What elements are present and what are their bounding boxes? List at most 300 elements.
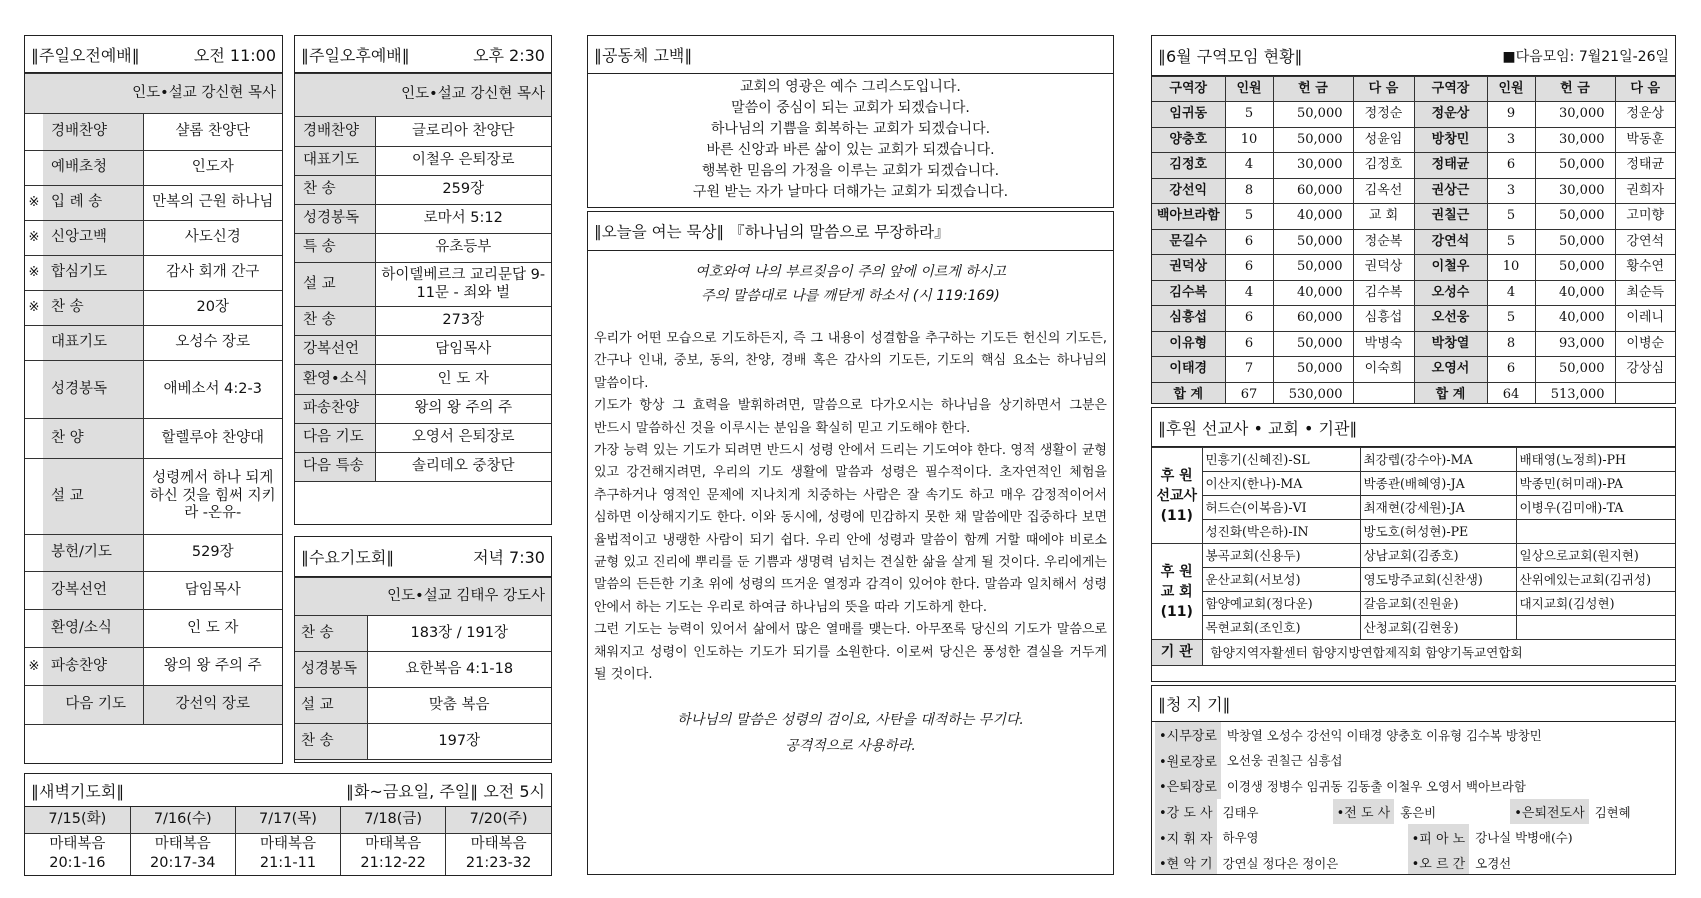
morning-row-value: 담임목사 xyxy=(143,572,282,610)
meditation-header xyxy=(588,212,1113,251)
morning-row-value: 애베소서 4:2-3 xyxy=(143,361,282,419)
church-row xyxy=(1152,616,1675,640)
church-item: 상남교회(김종호) xyxy=(1360,544,1516,568)
district-cell: 심흥섭 xyxy=(1353,306,1414,332)
morning-row xyxy=(25,572,282,610)
mission-box xyxy=(1151,407,1676,682)
district-cell: 정정순 xyxy=(1353,102,1414,128)
district-cell: 93,000 xyxy=(1535,331,1615,357)
dawn-verse: 20:17-34 xyxy=(150,855,216,871)
dawn-passage xyxy=(235,833,340,875)
afternoon-row-value: 로마서 5:12 xyxy=(375,205,551,234)
district-cell: 50,000 xyxy=(1273,127,1353,153)
dawn-prayer-header xyxy=(25,774,551,807)
district-cell: 황수연 xyxy=(1615,255,1675,281)
district-cell: 최순득 xyxy=(1615,280,1675,306)
missionary-row xyxy=(1152,472,1675,496)
officer-key: •현 악 기 xyxy=(1155,850,1217,875)
missionary-item: 박종관(배혜영)-JA xyxy=(1360,472,1516,496)
district-leader: 강연석 xyxy=(1414,229,1487,255)
district-meeting-header xyxy=(1152,36,1675,76)
afternoon-row-label: 다음 기도 xyxy=(295,424,375,453)
afternoon-service-title: ∥주일오후예배∥ xyxy=(301,45,410,65)
confession-line: 행복한 믿음의 가정을 이루는 교회가 되겠습니다. xyxy=(701,163,1000,179)
afternoon-row-value: 글로리아 찬양단 xyxy=(375,117,551,147)
confession-box xyxy=(587,35,1114,208)
morning-row-label: 대표기도 xyxy=(43,326,143,361)
dawn-passage xyxy=(25,833,130,875)
church-item: 함양예교회(정다운) xyxy=(1202,592,1360,616)
missionary-item: 이병우(김미애)-TA xyxy=(1516,496,1675,520)
dawn-day: 7/15(화) xyxy=(25,807,130,833)
wednesday-row-value: 요한복음 4:1-18 xyxy=(367,652,551,688)
meditation-box xyxy=(587,211,1114,875)
officer-value: 김현혜 xyxy=(1594,804,1631,820)
morning-row xyxy=(25,419,282,459)
district-row xyxy=(1152,255,1675,281)
officer-key: •전 도 사 xyxy=(1333,799,1395,825)
afternoon-row xyxy=(295,263,551,307)
missionary-row xyxy=(1152,520,1675,544)
morning-row-value: 사도신경 xyxy=(143,221,282,256)
district-cell: 50,000 xyxy=(1273,255,1353,281)
morning-row xyxy=(25,326,282,361)
wednesday-row-label: 찬 송 xyxy=(295,724,367,760)
wednesday-prayer-title: ∥수요기도회∥ xyxy=(301,548,395,567)
district-cell: 40,000 xyxy=(1535,280,1615,306)
morning-row-value: 감사 회개 간구 xyxy=(143,256,282,291)
mission-title: ∥후원 선교사 • 교회 • 기관∥ xyxy=(1158,418,1358,438)
district-cell: 4 xyxy=(1225,280,1273,306)
afternoon-row xyxy=(295,117,551,147)
district-cell: 김수복 xyxy=(1353,280,1414,306)
district-cell: 5 xyxy=(1225,204,1273,230)
afternoon-row-value: 259장 xyxy=(375,176,551,205)
district-row xyxy=(1152,153,1675,179)
district-cell: 7 xyxy=(1225,357,1273,383)
dawn-book: 마태복음 xyxy=(259,836,316,852)
officer-row-staff-3 xyxy=(1152,850,1675,875)
meditation-paragraph: 가장 능력 있는 기도가 되려면 반드시 성령 안에서 드리는 기도여야 한다. 영적 생활이 균형 있고 강건해지려면, 우리의 기도 생활에 말씀과 성령은 필수적이다. 초자연적인 체험을 추구하거나 영적인 문제에 지나치게 치중하는 사람은 잘 속기도 하고 매우 감정적이어서 심하면 이상해지기도 한다. 이와 동시에, 성령에 민감하지 못한 채 말씀에만 집중하다 보면 율법적이고 냉랭한 사람이 되기 쉽다. 우리 안에 성령과 말씀이 함께 거할 때에야 비로소 균형 있고 진리에 뿌리를 둔 기쁨과 생명력 넘치는 견실한 삶을 살게 될 것이다. 우리에게는 말씀의 든든한 기초 위에 성령의 뜨거운 열정과 감격이 있어야 한다. 말씀과 일치해서 성령 안에서 하는 기도는 우리로 하여금 하나님의 뜻을 따라 기도하게 한다. xyxy=(594,443,1107,615)
morning-row-label: 찬 송 xyxy=(43,291,143,326)
district-cell: 10 xyxy=(1225,127,1273,153)
district-total-cell: 530,000 xyxy=(1273,382,1353,404)
wednesday-row-label: 찬 송 xyxy=(295,616,367,652)
district-total-label: 합 계 xyxy=(1414,382,1487,404)
morning-row-label: 환영/소식 xyxy=(43,610,143,648)
morning-row xyxy=(25,186,282,221)
wednesday-prayer-time: 저녁 7:30 xyxy=(473,548,545,567)
missionary-item: 이산지(한나)-MA xyxy=(1202,472,1360,496)
officer-row xyxy=(1152,722,1675,748)
district-cell: 3 xyxy=(1487,178,1535,204)
rubric-mark xyxy=(25,114,43,151)
afternoon-row-value: 273장 xyxy=(375,307,551,336)
dawn-day: 7/16(수) xyxy=(130,807,235,833)
missionary-item: 민흥기(신혜진)-SL xyxy=(1202,448,1360,472)
afternoon-row-label: 특 송 xyxy=(295,234,375,263)
missionary-label: 후 원 선교사 (11) xyxy=(1152,448,1202,544)
morning-row xyxy=(25,256,282,291)
district-column-header: 다 음 xyxy=(1615,77,1675,102)
district-column-header: 헌 금 xyxy=(1273,77,1353,102)
wednesday-row xyxy=(295,724,551,760)
district-cell: 30,000 xyxy=(1535,102,1615,128)
district-cell: 6 xyxy=(1487,153,1535,179)
officer-key: •지 휘 자 xyxy=(1155,824,1217,850)
district-leader: 강선익 xyxy=(1152,178,1225,204)
district-cell: 3 xyxy=(1487,127,1535,153)
afternoon-service-time: 오후 2:30 xyxy=(473,45,545,65)
officer-value: 오경선 xyxy=(1475,855,1512,871)
district-column-header: 헌 금 xyxy=(1535,77,1615,102)
district-row xyxy=(1152,306,1675,332)
morning-row-label: 설 교 xyxy=(43,459,143,535)
wednesday-row xyxy=(295,652,551,688)
district-cell: 8 xyxy=(1225,178,1273,204)
district-cell: 박병숙 xyxy=(1353,331,1414,357)
officer-key: •오 르 간 xyxy=(1408,850,1470,875)
morning-row-value: 인 도 자 xyxy=(143,610,282,648)
officer-row-staff-1 xyxy=(1152,799,1675,825)
church-item: 산위에있는교회(김귀성) xyxy=(1516,568,1675,592)
officer-value: 이경생 정병수 임귀동 김동출 이철우 오영서 백아브라함 xyxy=(1226,778,1526,794)
dawn-day: 7/17(목) xyxy=(235,807,340,833)
rubric-mark xyxy=(25,361,43,419)
morning-row xyxy=(25,151,282,186)
district-leader: 권덕상 xyxy=(1152,255,1225,281)
district-cell: 5 xyxy=(1225,102,1273,128)
afternoon-row-value: 솔리데오 중창단 xyxy=(375,453,551,482)
rubric-mark xyxy=(25,459,43,535)
morning-row-label: 신앙고백 xyxy=(43,221,143,256)
church-item: 일상으로교회(원지현) xyxy=(1516,544,1675,568)
afternoon-row-label: 환영•소식 xyxy=(295,365,375,395)
district-cell: 정태균 xyxy=(1615,153,1675,179)
dawn-prayer-title: ∥새벽기도회∥ xyxy=(31,781,125,801)
district-cell: 6 xyxy=(1225,331,1273,357)
rubric-mark xyxy=(25,535,43,572)
missionary-item xyxy=(1516,520,1675,544)
morning-row-value: 성령께서 하나 되게 하신 것을 힘써 지키라 -온유- xyxy=(143,459,282,535)
missionary-item: 최강렙(강수아)-MA xyxy=(1360,448,1516,472)
morning-row-value: 오성수 장로 xyxy=(143,326,282,361)
confession-lines xyxy=(588,74,1113,203)
district-row xyxy=(1152,331,1675,357)
confession-title: ∥공동체 고백∥ xyxy=(594,46,693,65)
officer-key: •피 아 노 xyxy=(1408,824,1470,850)
missionary-row xyxy=(1152,496,1675,520)
dawn-book: 마태복음 xyxy=(470,836,527,852)
wednesday-row-value: 183장 / 191장 xyxy=(367,616,551,652)
officer-value: 강연실 정다은 정이은 xyxy=(1222,855,1339,871)
district-cell: 30,000 xyxy=(1535,178,1615,204)
afternoon-row xyxy=(295,336,551,365)
district-row xyxy=(1152,204,1675,230)
district-column-header: 인원 xyxy=(1225,77,1273,102)
district-total-row xyxy=(1152,382,1675,404)
district-leader: 이철우 xyxy=(1414,255,1487,281)
district-cell: 50,000 xyxy=(1273,357,1353,383)
morning-row-label: 경배찬양 xyxy=(43,114,143,151)
district-meeting-title: ∥6월 구역모임 현황∥ xyxy=(1158,47,1303,66)
rubric-mark xyxy=(25,326,43,361)
district-leader: 김정호 xyxy=(1152,153,1225,179)
district-cell: 5 xyxy=(1487,204,1535,230)
afternoon-row xyxy=(295,424,551,453)
dawn-verse: 21:12-22 xyxy=(360,855,426,871)
morning-row-label: 예배초청 xyxy=(43,151,143,186)
district-total-cell: 64 xyxy=(1487,382,1535,404)
officers-header xyxy=(1152,686,1675,722)
missionary-item: 배태영(노정희)-PH xyxy=(1516,448,1675,472)
morning-row-value: 샬롬 찬양단 xyxy=(143,114,282,151)
district-cell: 이병순 xyxy=(1615,331,1675,357)
district-leader: 오성수 xyxy=(1414,280,1487,306)
district-cell: 4 xyxy=(1225,153,1273,179)
district-leader: 임귀동 xyxy=(1152,102,1225,128)
dawn-passage xyxy=(130,833,235,875)
morning-row-label: 합심기도 xyxy=(43,256,143,291)
district-cell: 5 xyxy=(1487,306,1535,332)
district-cell: 50,000 xyxy=(1273,331,1353,357)
afternoon-row-value: 담임목사 xyxy=(375,336,551,365)
morning-row-label: 찬 양 xyxy=(43,419,143,459)
afternoon-row-value: 왕의 왕 주의 주 xyxy=(375,395,551,424)
officer-row xyxy=(1152,773,1675,799)
wednesday-row xyxy=(295,688,551,724)
afternoon-row xyxy=(295,307,551,336)
district-leader: 오선웅 xyxy=(1414,306,1487,332)
district-cell: 5 xyxy=(1487,229,1535,255)
morning-row xyxy=(25,361,282,419)
church-item: 갈음교회(진원윤) xyxy=(1360,592,1516,616)
officer-key: •강 도 사 xyxy=(1155,799,1217,825)
dawn-verse: 20:1-16 xyxy=(49,855,106,871)
morning-service-box xyxy=(24,35,283,764)
district-row xyxy=(1152,280,1675,306)
morning-row xyxy=(25,535,282,572)
district-column-header: 구역장 xyxy=(1152,77,1225,102)
church-item: 영도방주교회(신찬생) xyxy=(1360,568,1516,592)
rubric-mark: ※ xyxy=(25,256,43,291)
officer-value: 강나실 박병애(수) xyxy=(1475,830,1573,846)
district-cell: 김옥선 xyxy=(1353,178,1414,204)
missionary-item: 허드슨(이복음)-VI xyxy=(1202,496,1360,520)
meditation-verse-line-1: 여호와여 나의 부르짖음이 주의 앞에 이르게 하시고 xyxy=(695,264,1006,280)
rubric-mark: ※ xyxy=(25,648,43,686)
wednesday-row-value: 맞춤 복음 xyxy=(367,688,551,724)
afternoon-row-label: 강복선언 xyxy=(295,336,375,365)
confession-line: 바른 신앙과 바른 삶이 있는 교회가 되겠습니다. xyxy=(706,142,995,158)
missionary-item: 최재현(강세원)-JA xyxy=(1360,496,1516,520)
officer-value: 오선웅 권칠근 심흥섭 xyxy=(1226,753,1343,769)
district-cell: 강상심 xyxy=(1615,357,1675,383)
wednesday-prayer-header xyxy=(295,537,551,577)
district-row xyxy=(1152,357,1675,383)
officer-row-staff-2 xyxy=(1152,824,1675,850)
missionary-row xyxy=(1152,448,1675,472)
officers-title: ∥청 지 기∥ xyxy=(1158,695,1231,714)
district-total-cell: 67 xyxy=(1225,382,1273,404)
mission-header xyxy=(1152,408,1675,447)
rubric-mark: ※ xyxy=(25,221,43,256)
afternoon-row-value: 유초등부 xyxy=(375,234,551,263)
district-cell: 40,000 xyxy=(1273,280,1353,306)
morning-row xyxy=(25,686,282,725)
morning-row-label: 봉헌/기도 xyxy=(43,535,143,572)
district-cell: 4 xyxy=(1487,280,1535,306)
dawn-passage xyxy=(446,833,551,875)
rubric-mark: ※ xyxy=(25,291,43,326)
afternoon-row-label: 파송찬양 xyxy=(295,395,375,424)
district-cell: 권희자 xyxy=(1615,178,1675,204)
morning-row xyxy=(25,648,282,686)
district-cell: 성윤임 xyxy=(1353,127,1414,153)
district-cell: 50,000 xyxy=(1535,153,1615,179)
district-cell: 6 xyxy=(1487,357,1535,383)
org-row xyxy=(1152,640,1675,666)
morning-row-value: 20장 xyxy=(143,291,282,326)
district-column-header: 인원 xyxy=(1487,77,1535,102)
confession-line: 말씀이 중심이 되는 교회가 되겠습니다. xyxy=(731,100,970,116)
org-list: 함양지역자활센터 함양지방연합제직회 함양기독교연합회 xyxy=(1202,640,1675,666)
officer-value: 박창열 오성수 강선익 이태경 양충호 이유형 김수복 방창민 xyxy=(1226,727,1542,743)
district-leader: 오영서 xyxy=(1414,357,1487,383)
district-leader: 양충호 xyxy=(1152,127,1225,153)
district-cell: 고미향 xyxy=(1615,204,1675,230)
morning-row xyxy=(25,459,282,535)
district-row xyxy=(1152,178,1675,204)
morning-row-label: 강복선언 xyxy=(43,572,143,610)
rubric-mark xyxy=(25,686,43,725)
afternoon-row xyxy=(295,234,551,263)
district-cell: 50,000 xyxy=(1273,229,1353,255)
afternoon-row xyxy=(295,205,551,234)
district-leader: 권상근 xyxy=(1414,178,1487,204)
district-cell: 60,000 xyxy=(1273,178,1353,204)
afternoon-row-label: 성경봉독 xyxy=(295,205,375,234)
meditation-paragraph: 우리가 어떤 모습으로 기도하든지, 즉 그 내용이 성결함을 추구하는 기도든 헌신의 기도든, 간구나 인내, 중보, 동의, 찬양, 경배 혹은 감사의 기도든, 기도의 핵심 요소는 하나님의 말씀이다. xyxy=(594,331,1107,391)
district-leader: 백아브라함 xyxy=(1152,204,1225,230)
morning-row-label: 성경봉독 xyxy=(43,361,143,419)
dawn-day: 7/20(주) xyxy=(446,807,551,833)
church-row xyxy=(1152,592,1675,616)
afternoon-row xyxy=(295,365,551,395)
morning-row-value: 할렐루야 찬양대 xyxy=(143,419,282,459)
rubric-mark xyxy=(25,572,43,610)
church-item: 목현교회(조인호) xyxy=(1202,616,1360,640)
district-cell: 6 xyxy=(1225,255,1273,281)
missionary-item: 성진화(박은하)-IN xyxy=(1202,520,1360,544)
wednesday-row-label: 성경봉독 xyxy=(295,652,367,688)
district-cell: 권덕상 xyxy=(1353,255,1414,281)
confession-header xyxy=(588,36,1113,74)
morning-row-value: 강선익 장로 xyxy=(143,686,282,725)
wednesday-prayer-box xyxy=(294,536,552,763)
afternoon-row-value: 이철우 은퇴장로 xyxy=(375,147,551,176)
dawn-prayer-box xyxy=(24,773,552,876)
meditation-closing-line-2: 공격적으로 사용하라. xyxy=(785,737,916,754)
dawn-verse: 21:1-11 xyxy=(259,855,317,871)
afternoon-service-header xyxy=(295,36,551,73)
officer-value: 김태우 xyxy=(1222,804,1259,820)
district-cell: 50,000 xyxy=(1535,357,1615,383)
dawn-prayer-time: ∥화~금요일, 주일∥ 오전 5시 xyxy=(345,781,545,801)
afternoon-row xyxy=(295,147,551,176)
rubric-mark: ※ xyxy=(25,186,43,221)
morning-service-title: ∥주일오전예배∥ xyxy=(31,45,140,65)
dawn-passage-row xyxy=(25,833,551,875)
district-leader: 방창민 xyxy=(1414,127,1487,153)
morning-row-value: 인도자 xyxy=(143,151,282,186)
district-cell: 30,000 xyxy=(1535,127,1615,153)
district-cell: 6 xyxy=(1225,306,1273,332)
district-row xyxy=(1152,229,1675,255)
missionary-item: 박종민(허미래)-PA xyxy=(1516,472,1675,496)
afternoon-row xyxy=(295,395,551,424)
afternoon-row-value: 인 도 자 xyxy=(375,365,551,395)
meditation-title: ∥오늘을 여는 묵상∥ 『하나님의 말씀으로 무장하라』 xyxy=(594,223,950,241)
district-column-header: 다 음 xyxy=(1353,77,1414,102)
afternoon-row-label: 찬 송 xyxy=(295,176,375,205)
wednesday-row-value: 197장 xyxy=(367,724,551,760)
meditation-paragraph: 기도가 항상 그 효력을 발휘하려면, 말씀으로 다가오시는 하나님을 상기하면서 그분은 반드시 말씀하신 것을 이루시는 분임을 확실히 믿고 기도해야 한다. xyxy=(594,398,1107,436)
district-cell: 6 xyxy=(1225,229,1273,255)
dawn-book: 마태복음 xyxy=(154,836,211,852)
morning-row xyxy=(25,291,282,326)
afternoon-row xyxy=(295,176,551,205)
morning-row-label: 파송찬양 xyxy=(43,648,143,686)
afternoon-row-label: 다음 특송 xyxy=(295,453,375,482)
meditation-verse-line-2: 주의 말씀대로 나를 깨닫게 하소서 (시 119:169) xyxy=(701,288,1000,304)
district-leader: 이태경 xyxy=(1152,357,1225,383)
district-leader: 정운상 xyxy=(1414,102,1487,128)
district-cell: 9 xyxy=(1487,102,1535,128)
wednesday-row-label: 설 교 xyxy=(295,688,367,724)
officers-box xyxy=(1151,685,1676,875)
meditation-body xyxy=(588,308,1113,687)
wednesday-leader: 인도•설교 김태우 강도사 xyxy=(295,578,551,616)
dawn-book: 마태복음 xyxy=(365,836,422,852)
district-cell: 강연석 xyxy=(1615,229,1675,255)
church-row xyxy=(1152,544,1675,568)
afternoon-row-value: 오영서 은퇴장로 xyxy=(375,424,551,453)
officer-key: •은퇴전도사 xyxy=(1510,799,1588,825)
district-leader: 박창열 xyxy=(1414,331,1487,357)
missionary-item: 방도호(허성현)-PE xyxy=(1360,520,1516,544)
dawn-day: 7/18(금) xyxy=(341,807,446,833)
church-item: 봉곡교회(신용두) xyxy=(1202,544,1360,568)
district-leader: 김수복 xyxy=(1152,280,1225,306)
afternoon-row-value: 하이델베르크 교리문답 9-11문 - 죄와 벌 xyxy=(375,263,551,307)
morning-leader: 인도•설교 강신현 목사 xyxy=(25,74,282,114)
district-leader: 심흥섭 xyxy=(1152,306,1225,332)
district-cell: 50,000 xyxy=(1535,255,1615,281)
afternoon-leader: 인도•설교 강신현 목사 xyxy=(295,74,551,117)
afternoon-row xyxy=(295,453,551,482)
district-column-header: 구역장 xyxy=(1414,77,1487,102)
morning-row-value: 왕의 왕 주의 주 xyxy=(143,648,282,686)
afternoon-service-box xyxy=(294,35,552,525)
church-item: 산청교회(김현웅) xyxy=(1360,616,1516,640)
officer-key: •시무장로 xyxy=(1155,722,1221,748)
district-leader: 문길수 xyxy=(1152,229,1225,255)
district-cell: 박동훈 xyxy=(1615,127,1675,153)
district-cell: 김정호 xyxy=(1353,153,1414,179)
morning-service-header xyxy=(25,36,282,73)
district-cell: 정운상 xyxy=(1615,102,1675,128)
